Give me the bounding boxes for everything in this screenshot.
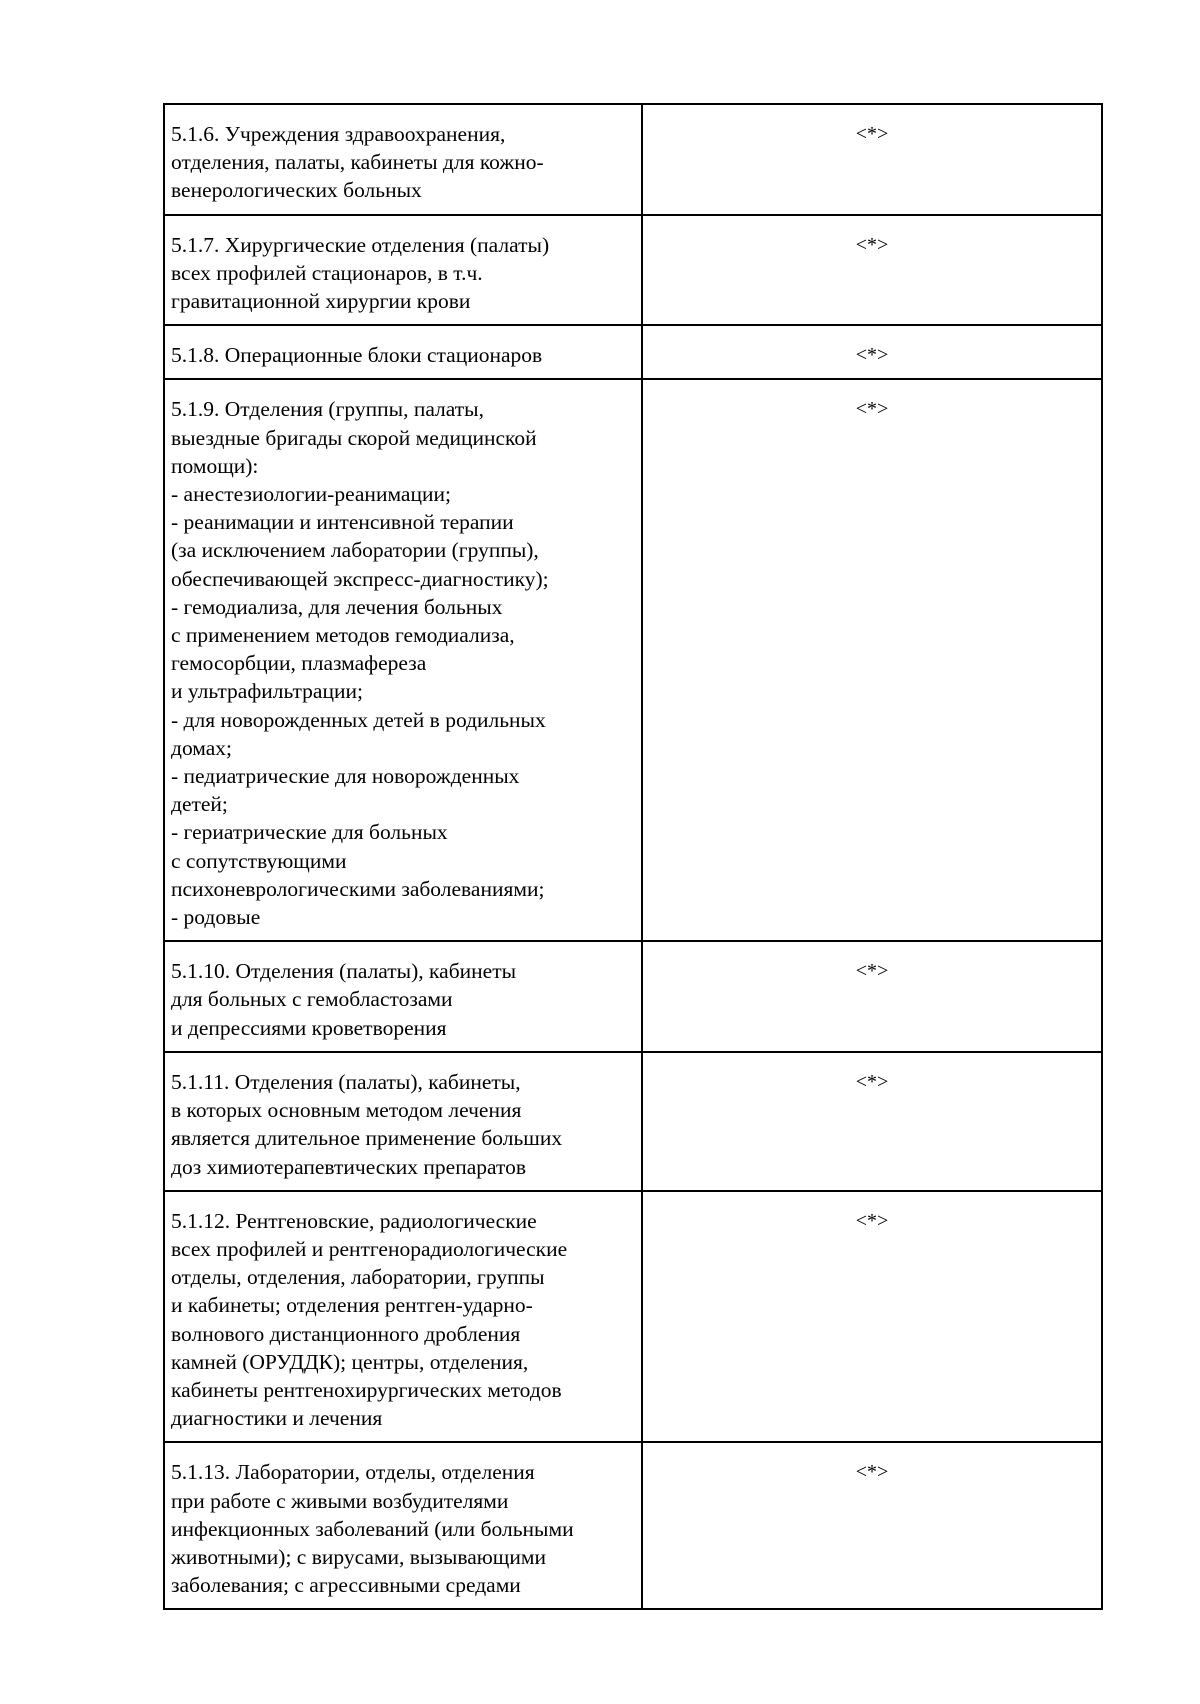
row-description-cell [164,941,642,1052]
row-mark-cell [642,215,1102,326]
row-description-cell [164,379,642,941]
row-mark: <*> [855,1209,889,1232]
row-mark-cell [642,379,1102,941]
row-mark-cell [642,104,1102,215]
table-row [164,1442,1102,1609]
row-description: 5.1.6. Учреждения здравоохранения, отделения, палаты, кабинеты для кожно- венерологических больных [171,122,544,203]
row-description: 5.1.10. Отделения (палаты), кабинеты для больных с гемобластозами и депрессиями кроветворения [171,959,517,1040]
row-description-cell [164,215,642,326]
row-description-cell [164,1442,642,1609]
row-mark-cell [642,1442,1102,1609]
row-mark: <*> [855,233,889,256]
table-row [164,215,1102,326]
row-mark-cell [642,941,1102,1052]
row-mark-cell [642,325,1102,379]
row-description: 5.1.12. Рентгеновские, радиологические всех профилей и рентгенорадиологические отделы, отделения, лаборатории, группы и кабинеты; отделения рентген-ударно- волнового дистанционного дробления камней (ОРУДДК); центры, отделения, кабинеты рентгенохирургических методов диагностики и лечения [171,1208,568,1431]
row-description-cell [164,1052,642,1191]
document-table [163,103,1103,1610]
table-row [164,104,1102,215]
table-row [164,1191,1102,1443]
row-mark: <*> [855,398,889,421]
row-description: 5.1.9. Отделения (группы, палаты, выездные бригады скорой медицинской помощи): - анестезиологии-реанимации; - реанимации и интенсивной терапии (за исключением лаборатории (группы), обеспечивающей экспресс-диагностику); - гемодиализа, для лечения больных с применением методов гемодиализа, гемосорбции, плазмафереза и ультрафильтрации; - для новорожденных детей в родильных домах; - педиатрические для новорожденных детей; - гериатрические для больных с сопутствующими психоневрологическими заболеваниями; - родовые [171,397,549,930]
row-mark-cell [642,1052,1102,1191]
row-description-cell [164,325,642,379]
row-mark: <*> [855,344,889,367]
row-description-cell [164,1191,642,1443]
row-description: 5.1.8. Операционные блоки стационаров [171,343,543,368]
row-mark: <*> [855,1461,889,1484]
row-mark: <*> [855,1070,889,1093]
row-description-cell [164,104,642,215]
table-row [164,325,1102,379]
row-description: 5.1.7. Хирургические отделения (палаты) всех профилей стационаров, в т.ч. гравитационной хирургии крови [171,232,550,314]
row-description: 5.1.13. Лаборатории, отделы, отделения при работе с живыми возбудителями инфекционных заболеваний (или больными животными); с вирусами, вызывающими заболевания; с агрессивными средами [171,1460,574,1598]
row-mark: <*> [855,960,889,983]
table-row [164,379,1102,941]
row-mark-cell [642,1191,1102,1443]
table-row [164,941,1102,1052]
row-mark: <*> [855,123,889,145]
row-description: 5.1.11. Отделения (палаты), кабинеты, в которых основным методом лечения является длительное применение больших доз химиотерапевтических препаратов [171,1069,563,1179]
table-row [164,1052,1102,1191]
